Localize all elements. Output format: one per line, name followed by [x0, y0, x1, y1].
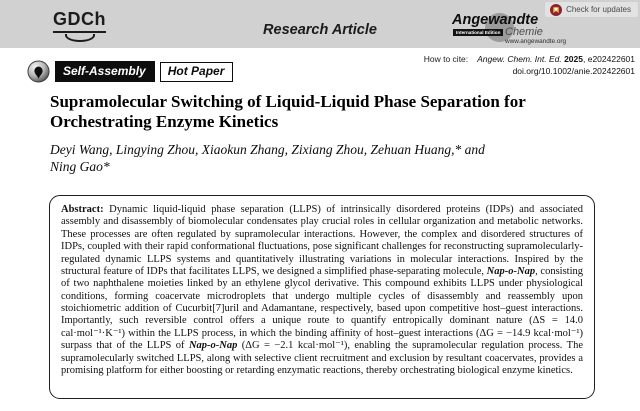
chemie-wordmark: Chemie	[505, 26, 543, 38]
abstract-text-1: Dynamic liquid-liquid phase separation (LLPS) of intrinsically disordered proteins (IDPs) and associated assembly and disassembly of biomolecular condensates play crucial roles in cellular organization and metabolic networks. These processes are often regulated by supramolecular interactions. However, the complex and disordered structures of IDPs, coupled with their rapid conformational fluctuations, pose significant challenges for reconstructing supramolecularly-regulated dynamic LLPS systems and quantitatively illustrating variations in molecular interactions. Inspired by the structural feature of IDPs that facilitates LLPS, we designed a simplified phase-separating molecule,	[61, 204, 583, 277]
citation-journal: Angew. Chem. Int. Ed.	[477, 54, 565, 64]
header-bar	[0, 0, 640, 48]
how-to-cite-label: How to cite:	[423, 54, 469, 64]
hot-paper-badge: Hot Paper	[160, 62, 234, 82]
abstract-label: Abstract:	[61, 204, 104, 215]
check-for-updates-button[interactable]	[544, 1, 639, 18]
abstract-text-3: (ΔG = −2.1 kcal·mol⁻¹), enabling the supramolecular regulation process. The supramolecularly switched LLPS, along with selective client recruitment and exclusion by resultant coacervates, provides a promising platform for either boosting or retarding enzymatic reactions, thereby orchestrating biological enzyme kinetics.	[61, 340, 583, 376]
citation-text	[477, 54, 635, 78]
abstract-text-2: , consisting of two naphthalene moieties linked by an ethylene glycol derivative. This compound exhibits LLPS under physiological conditions, forming coacervate microdroplets that undergo multiple cycles of disassembly and reassembly upon stoichiometric addition of Cucurbit[7]uril and Adamantane, respectively, based upon competitive host–guest interactions. Importantly, such reversible control offers a unique route to quantify entropically dominant nature (ΔS = 14.0 cal·mol⁻¹·K⁻¹) within the LLPS process, in which the binding affinity of host–guest interactions (ΔG = −14.9 kcal·mol⁻¹) surpass that of the LLPS of	[61, 265, 583, 352]
compound-name-2: Nap-o-Nap	[188, 340, 238, 352]
citation-block	[424, 54, 635, 78]
crossmark-icon	[550, 4, 562, 16]
article-type-label: Research Article	[263, 22, 377, 38]
international-edition-label: International Edition	[453, 29, 503, 36]
gdch-logo-text: GDCh	[53, 9, 106, 33]
badges-row	[27, 60, 233, 83]
citation-doi-link[interactable]: doi.org/10.1002/anie.202422601	[512, 65, 635, 76]
authors-line-2: Ning Gao*	[50, 158, 110, 174]
author-list	[50, 142, 605, 176]
citation-year: 2025	[564, 54, 583, 64]
category-badge: Self-Assembly	[55, 61, 155, 82]
authors-line-1: Deyi Wang, Lingying Zhou, Xiaokun Zhang, Zixiang Zhou, Zehuan Huang,* and	[50, 142, 485, 157]
abstract-box	[49, 195, 595, 399]
check-updates-label: Check for updates	[566, 5, 631, 14]
angewandte-wordmark: Angewandte	[452, 12, 539, 28]
article-title: Supramolecular Switching of Liquid-Liquid Phase Separation for Orchestrating Enzyme Kinetics	[50, 92, 526, 131]
journal-website: www.angewandte.org	[505, 38, 567, 45]
compound-name-1: Nap-o-Nap	[486, 265, 536, 277]
hot-paper-sphere-icon	[27, 60, 50, 83]
citation-article-id: , e202422601	[583, 54, 635, 64]
